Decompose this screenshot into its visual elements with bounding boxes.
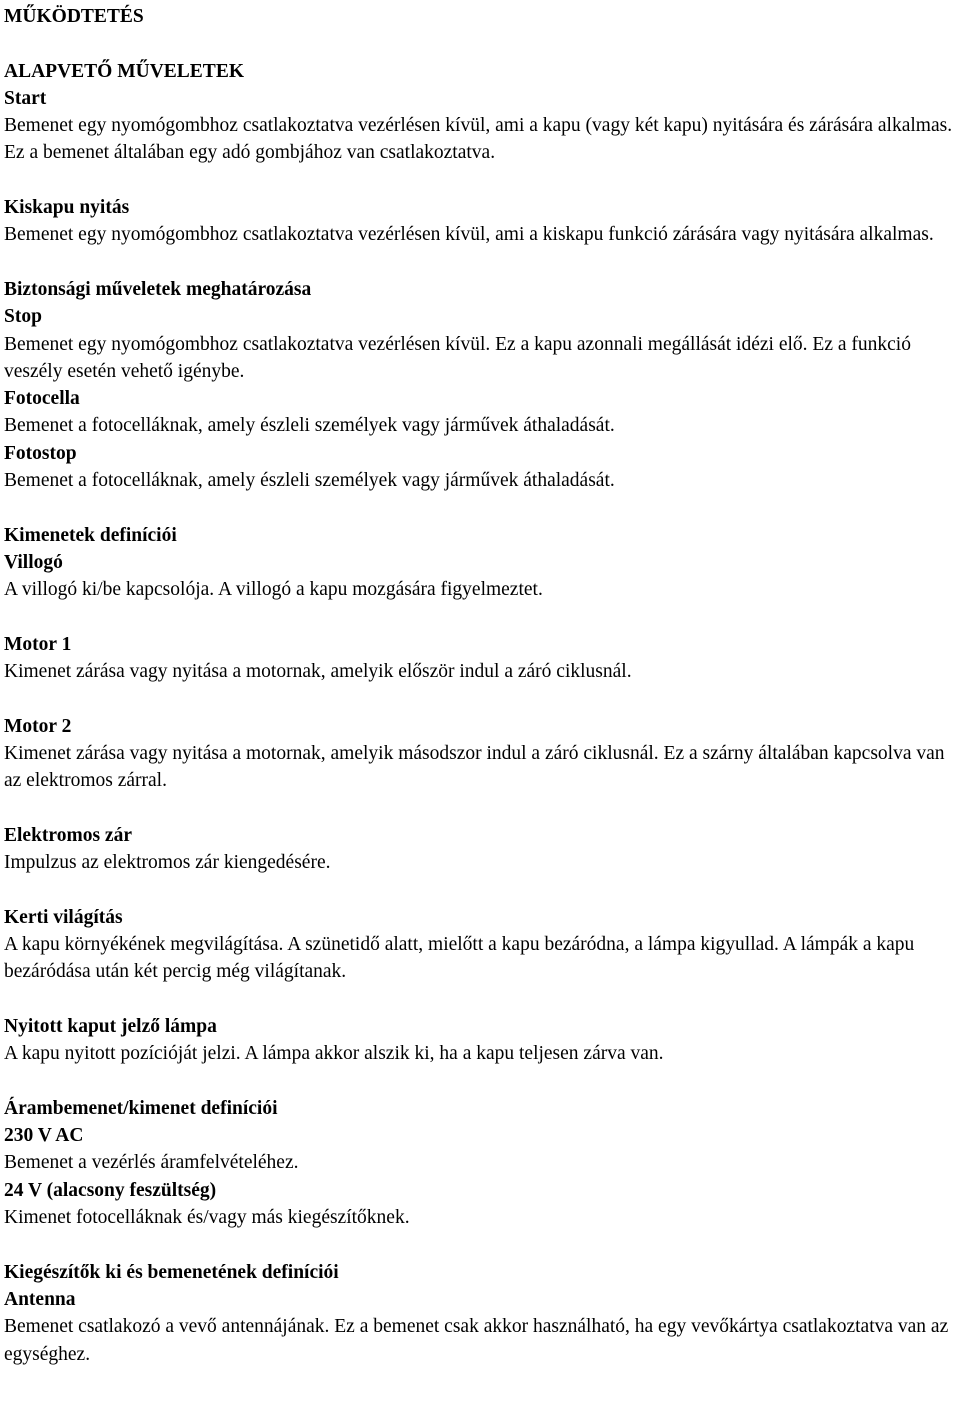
- item-label-kiskapu: Kiskapu nyitás: [4, 197, 130, 219]
- document: [4, 3, 958, 1368]
- item-text-motor1: Kimenet zárása vagy nyitása a motornak, amelyik először indul a záró ciklusnál.: [4, 661, 632, 683]
- section-heading-kiegeszitok: Kiegészítők ki és bemenetének definíciói: [4, 1261, 339, 1283]
- item-text-kiskapu: Bemenet egy nyomógombhoz csatlakoztatva vezérlésen kívül, ami a kiskapu funkció zárására vagy nyitására alkalmas.: [4, 224, 934, 246]
- item-text-stop: Bemenet egy nyomógombhoz csatlakoztatva vezérlésen kívül. Ez a kapu azonnali megállását idézi elő. Ez a funkció veszély esetén vehető igénybe.: [4, 333, 911, 382]
- item-text-230v: Bemenet a vezérlés áramfelvételéhez.: [4, 1152, 299, 1174]
- item-label-motor1: Motor 1: [4, 633, 72, 655]
- item-text-start: Bemenet egy nyomógombhoz csatlakoztatva vezérlésen kívül, ami a kapu (vagy két kapu) nyitására és zárására alkalmas. Ez a bemenet általában egy adó gombjához van csatlakoztatva.: [4, 115, 953, 164]
- section-heading-alapveto: ALAPVETŐ MŰVELETEK: [4, 60, 244, 82]
- item-label-start: Start: [4, 87, 47, 109]
- section-heading-kimenetek: Kimenetek definíciói: [4, 524, 177, 546]
- item-label-24v: 24 V (alacsony feszültség): [4, 1179, 217, 1201]
- item-label-fotocella: Fotocella: [4, 388, 80, 410]
- item-text-kerti-vilagitas: A kapu környékének megvilágítása. A szünetidő alatt, mielőtt a kapu bezáródna, a lámpa kigyullad. A lámpák a kapu bezáródása után két percig még világítanak.: [4, 934, 915, 983]
- item-text-elektromos-zar: Impulzus az elektromos zár kiengedésére.: [4, 852, 331, 874]
- section-heading-aram: Árambemenet/kimenet definíciói: [4, 1097, 278, 1119]
- item-label-stop: Stop: [4, 306, 42, 328]
- item-text-nyitott-lampa: A kapu nyitott pozícióját jelzi. A lámpa akkor alszik ki, ha a kapu teljesen zárva van.: [4, 1043, 664, 1065]
- section-heading-biztonsag: Biztonsági műveletek meghatározása: [4, 278, 312, 300]
- item-text-fotostop: Bemenet a fotocelláknak, amely észleli személyek vagy járművek áthaladását.: [4, 470, 615, 492]
- item-text-fotocella: Bemenet a fotocelláknak, amely észleli személyek vagy járművek áthaladását.: [4, 415, 615, 437]
- item-text-24v: Kimenet fotocelláknak és/vagy más kiegészítőknek.: [4, 1207, 410, 1229]
- item-label-villogo: Villogó: [4, 551, 63, 573]
- item-text-motor2: Kimenet zárása vagy nyitása a motornak, amelyik másodszor indul a záró ciklusnál. Ez a szárny általában kapcsolva van az elektromos zárral.: [4, 743, 945, 792]
- item-label-motor2: Motor 2: [4, 715, 72, 737]
- item-label-elektromos-zar: Elektromos zár: [4, 824, 132, 846]
- item-label-230v: 230 V AC: [4, 1125, 84, 1147]
- item-label-kerti-vilagitas: Kerti világítás: [4, 906, 123, 928]
- item-text-villogo: A villogó ki/be kapcsolója. A villogó a kapu mozgására figyelmeztet.: [4, 579, 543, 601]
- item-label-antenna: Antenna: [4, 1288, 76, 1310]
- item-label-nyitott-lampa: Nyitott kaput jelző lámpa: [4, 1015, 217, 1037]
- item-text-antenna: Bemenet csatlakozó a vevő antennájának. Ez a bemenet csak akkor használható, ha egy vevőkártya csatlakoztatva van az egységhez.: [4, 1316, 949, 1365]
- page-title: MŰKÖDTETÉS: [4, 6, 144, 27]
- item-label-fotostop: Fotostop: [4, 442, 77, 464]
